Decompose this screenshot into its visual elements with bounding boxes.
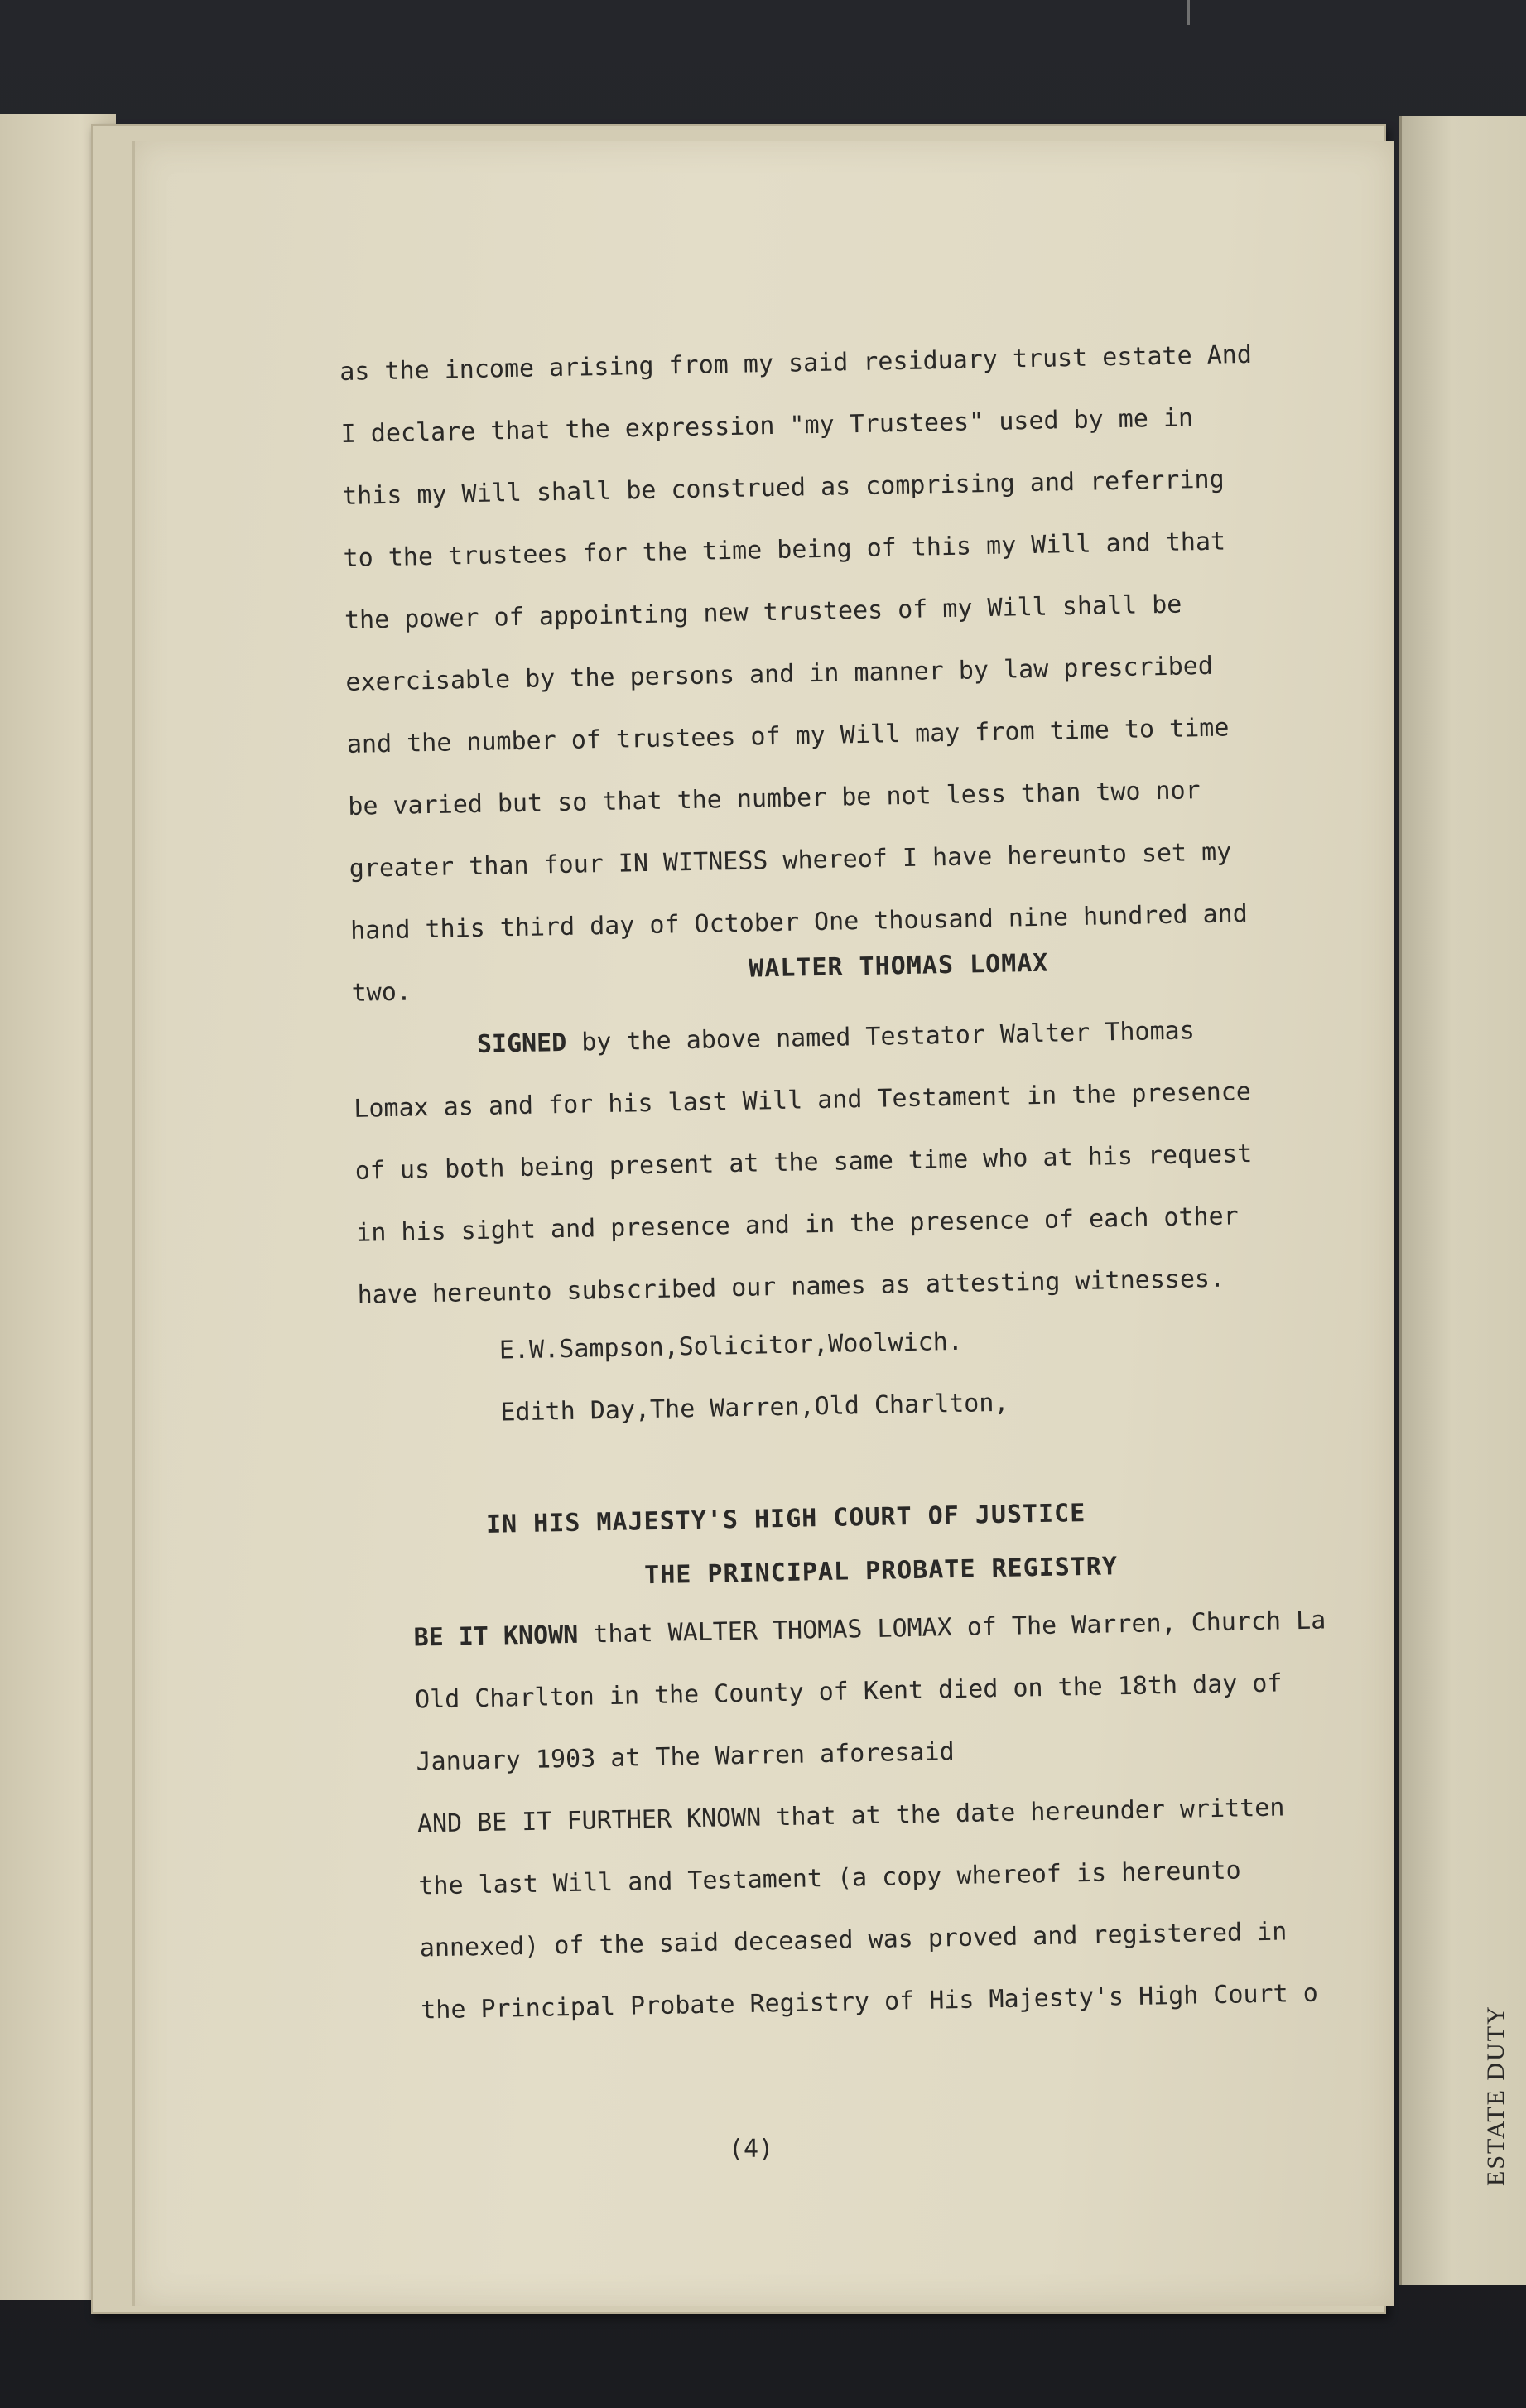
probate-line-2: Old Charlton in the County of Kent died on the 18th day of xyxy=(414,1669,1283,1715)
will-line-10: hand this third day of October One thousand nine hundred and xyxy=(349,899,1249,946)
witness-1: E.W.Sampson,Solicitor,Woolwich. xyxy=(498,1327,964,1365)
will-line-1: as the income arising from my said residuary trust estate And xyxy=(339,340,1253,387)
probate-line-3: January 1903 at The Warren aforesaid xyxy=(416,1737,955,1777)
probate-line-6: annexed) of the said deceased was proved and registered in xyxy=(419,1917,1288,1963)
will-line-6: exercisable by the persons and in manner by law prescribed xyxy=(345,651,1214,697)
binding-thread xyxy=(1187,0,1190,25)
testator-signature: WALTER THOMAS LOMAX xyxy=(748,948,1049,984)
probate-line-1-rest: that WALTER THOMAS LOMAX of The Warren, Church La xyxy=(593,1606,1326,1649)
will-line-4: to the trustees for the time being of this my Will and that xyxy=(343,527,1226,573)
will-line-9: greater than four IN WITNESS whereof I have hereunto set my xyxy=(349,837,1232,884)
will-line-2: I declare that the expression "my Trustees" used by me in xyxy=(340,403,1194,449)
attestation-line-2: Lomax as and for his last Will and Testament in the presence xyxy=(354,1077,1252,1124)
page-number: (4) xyxy=(729,2135,774,2164)
will-line-7: and the number of trustees of my Will may from time to time xyxy=(346,713,1230,759)
will-line-8: be varied but so that the number be not less than two nor xyxy=(348,776,1201,821)
estate-duty-stamp xyxy=(1482,2145,1526,2186)
signed-word: SIGNED xyxy=(476,1028,567,1059)
attestation-line-4: in his sight and presence and in the presence of each other xyxy=(355,1202,1240,1248)
attestation-line-5: have hereunto subscribed our names as attesting witnesses. xyxy=(357,1264,1225,1310)
will-line-3: this my Will shall be construed as comprising and referring xyxy=(341,465,1225,511)
court-heading: IN HIS MAJESTY'S HIGH COURT OF JUSTICE xyxy=(485,1498,1086,1539)
will-line-5: the power of appointing new trustees of my Will shall be xyxy=(344,590,1182,635)
registry-heading: THE PRINCIPAL PROBATE REGISTRY xyxy=(643,1552,1119,1591)
will-last-line: two. xyxy=(351,977,412,1008)
probate-line-5: the last Will and Testament (a copy whereof is hereunto xyxy=(418,1856,1241,1901)
attestation-line-3: of us both being present at the same time who at his request xyxy=(354,1139,1253,1186)
witness-2: Edith Day,The Warren,Old Charlton, xyxy=(500,1388,1009,1428)
right-adjacent-page xyxy=(1399,116,1526,2285)
attestation-line-1-rest: by the above named Testator Walter Thomas xyxy=(580,1016,1196,1057)
probate-line-4: AND BE IT FURTHER KNOWN that at the date hereunder written xyxy=(416,1793,1285,1839)
be-it-known-word: BE IT KNOWN xyxy=(413,1620,579,1653)
probate-line-7: the Principal Probate Registry of His Majesty's High Court o xyxy=(420,1978,1319,2025)
